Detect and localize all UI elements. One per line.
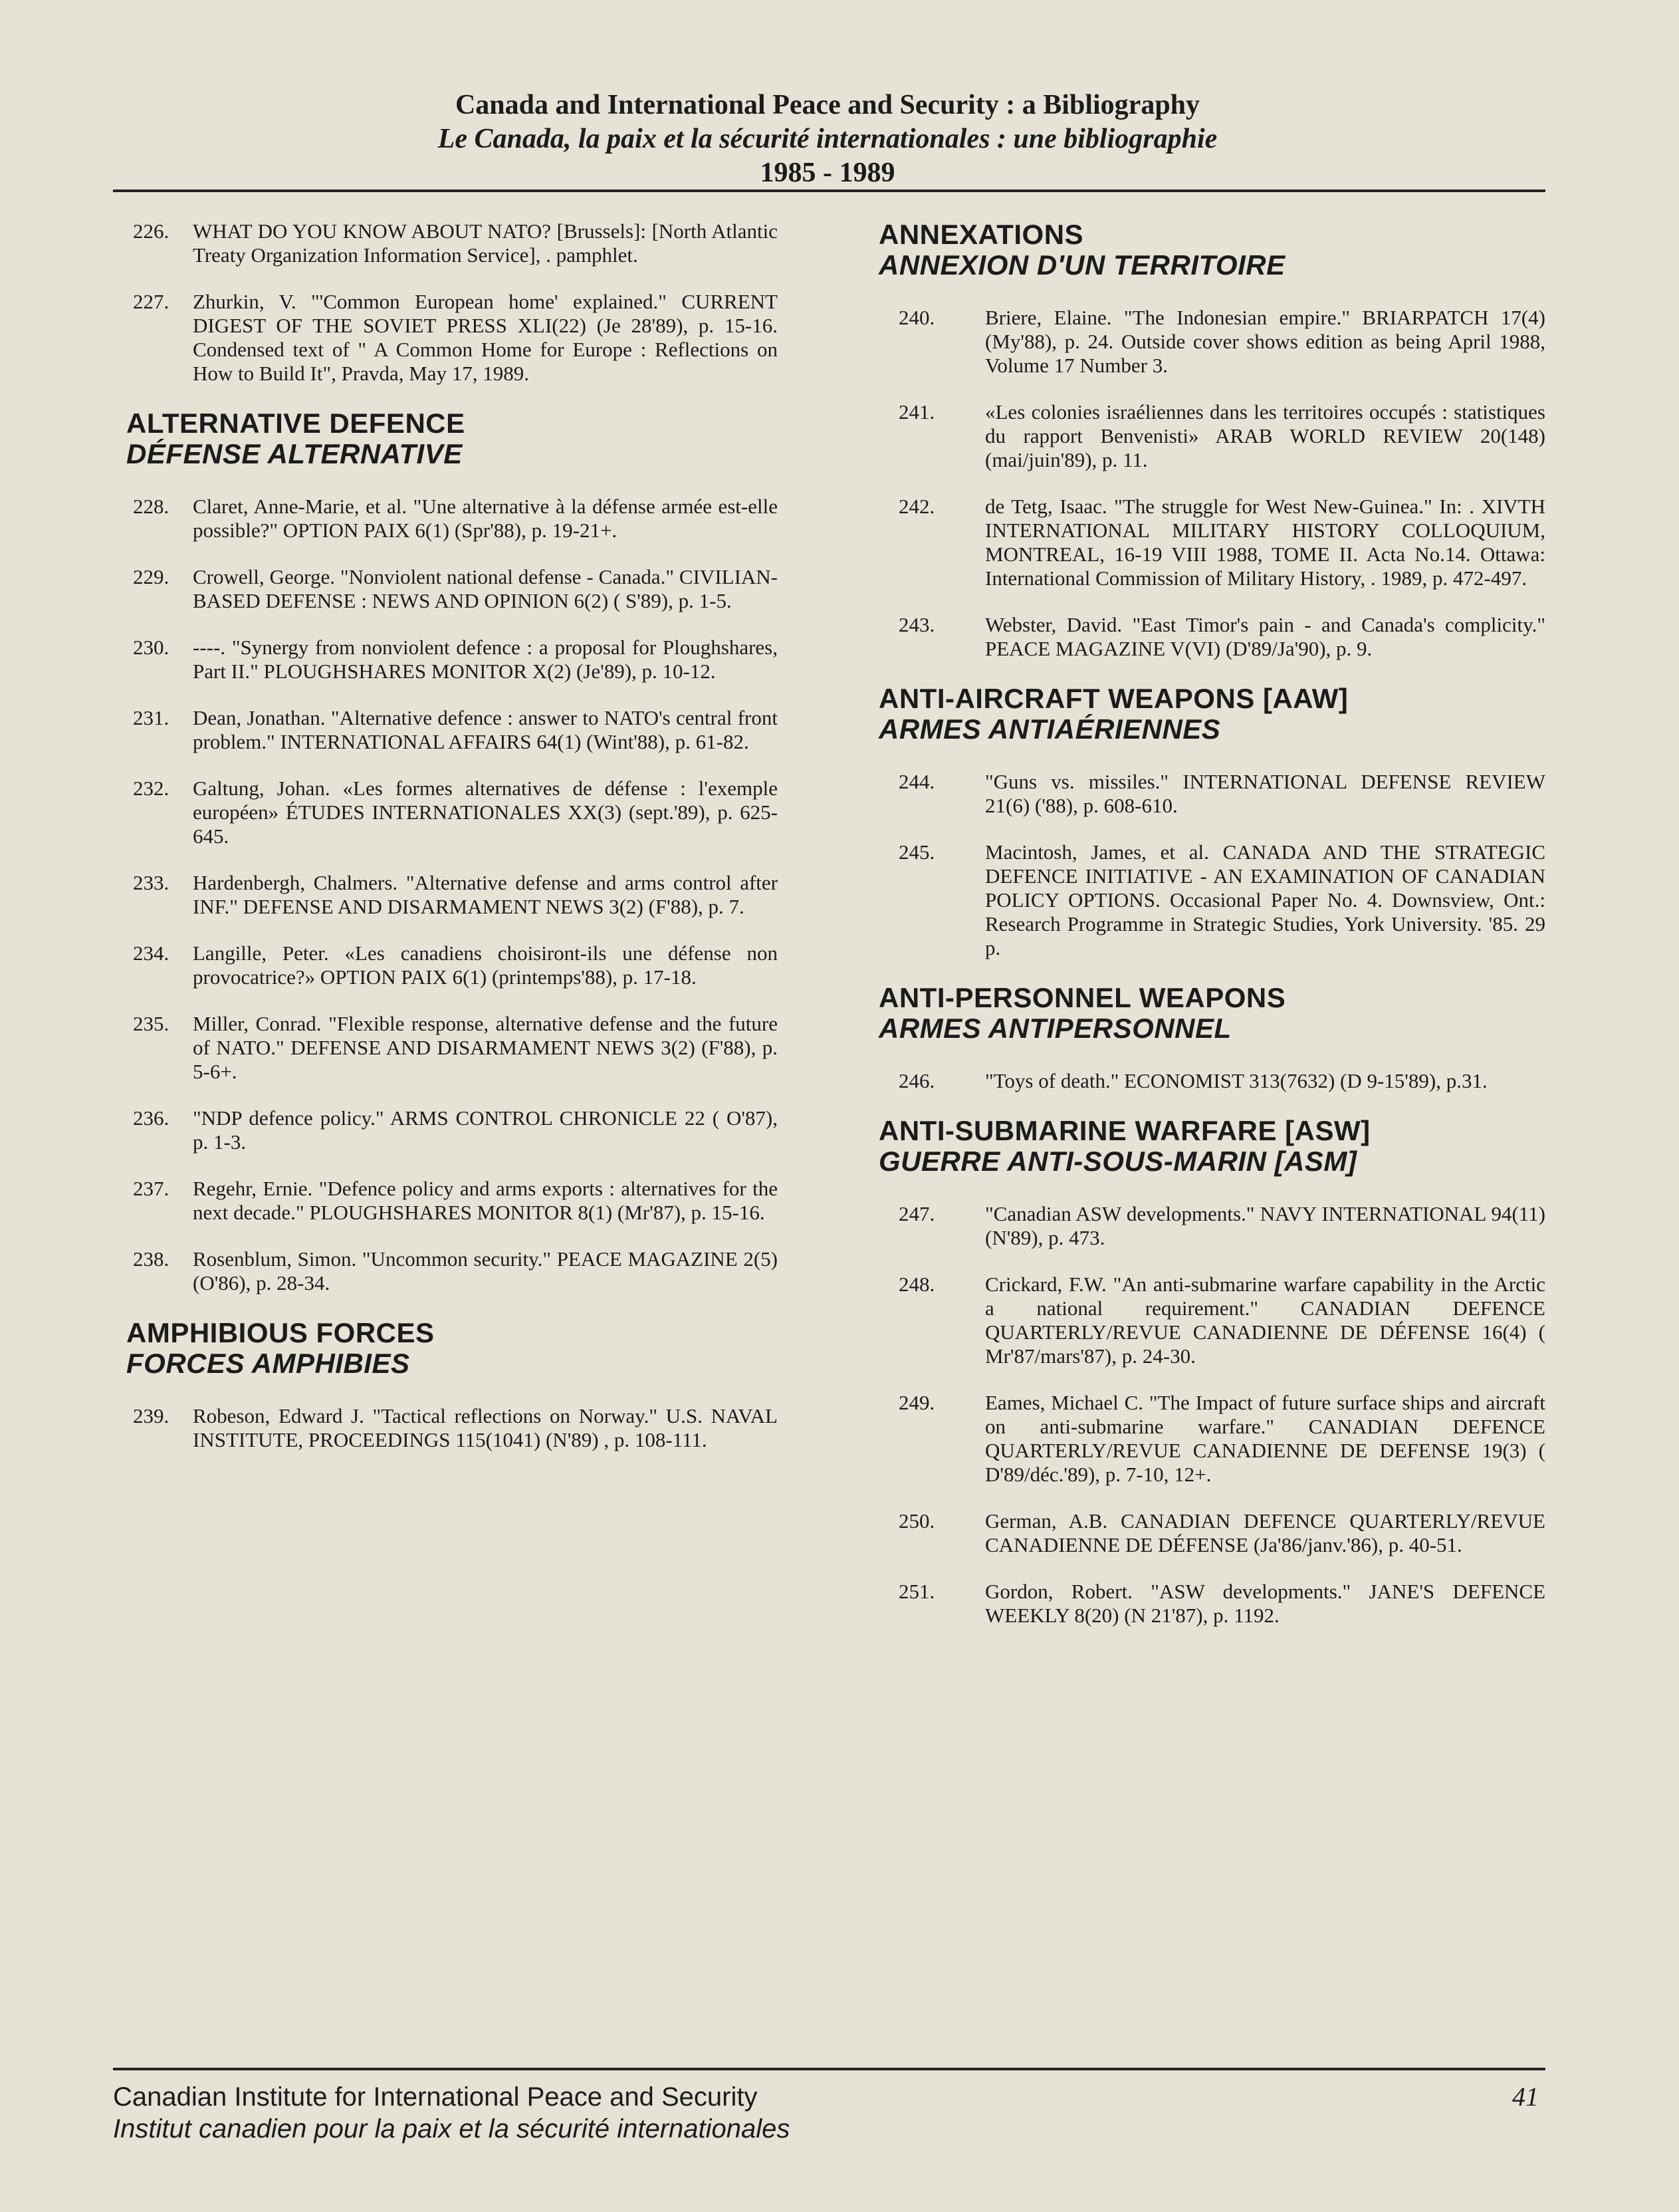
entry-citation: German, A.B. CANADIAN DEFENCE QUARTERLY/REVUE CANADIENNE DE DÉFENSE (Ja'86/janv.'86), p. 40-51. — [985, 1509, 1545, 1556]
entry-number: 239. — [133, 1404, 169, 1427]
bibliography-entry — [126, 871, 778, 919]
bibliography-entry — [879, 1273, 1545, 1368]
entry-citation: Crowell, George. "Nonviolent national defense - Canada." CIVILIAN-BASED DEFENSE : NEWS AND OPINION 6(2) ( S'89), p. 1-5. — [193, 565, 778, 612]
entry-number: 230. — [133, 636, 169, 659]
bibliography-entry — [126, 219, 778, 267]
section-heading-fr: ARMES ANTIPERSONNEL — [879, 1013, 1232, 1044]
entry-citation: Rosenblum, Simon. "Uncommon security." PEACE MAGAZINE 2(5) (O'86), p. 28-34. — [193, 1247, 778, 1294]
section-heading-en: ANTI-SUBMARINE WARFARE [ASW] — [879, 1115, 1371, 1146]
footer-institute-en: Canadian Institute for International Peace and Security — [113, 2082, 758, 2112]
bibliography-entry — [879, 770, 1545, 818]
section-heading-en: ANTI-AIRCRAFT WEAPONS [AAW] — [879, 683, 1349, 714]
footer-divider — [113, 2068, 1545, 2070]
entry-citation: Langille, Peter. «Les canadiens choisiront-ils une défense non provocatrice?» OPTION PAIX 6(1) (printemps'88), p. 17-18. — [193, 941, 778, 989]
section-heading-en: ALTERNATIVE DEFENCE — [126, 408, 465, 439]
bibliography-entry — [879, 400, 1545, 472]
bibliography-entry — [879, 495, 1545, 590]
bibliography-entry — [879, 613, 1545, 661]
bibliography-section — [879, 683, 1545, 960]
entry-citation: Gordon, Robert. "ASW developments." JANE'S DEFENCE WEEKLY 8(20) (N 21'87), p. 1192. — [985, 1580, 1545, 1627]
entry-number: 233. — [133, 871, 169, 894]
entry-citation: Zhurkin, V. "'Common European home' explained." CURRENT DIGEST OF THE SOVIET PRESS XLI(22) (Je 28'89), p. 15-16. Condensed text of " A Common Home for Europe : Reflections on How to Build It", Pravda, May 17, 1989. — [193, 290, 778, 385]
entry-number: 250. — [899, 1509, 935, 1533]
bibliography-entry — [126, 1247, 778, 1295]
entry-number: 246. — [899, 1069, 935, 1092]
entry-citation: Galtung, Johan. «Les formes alternatives de défense : l'exemple européen» ÉTUDES INTERNATIONALES XX(3) (sept.'89), p. 625-645. — [193, 777, 778, 848]
bibliography-entry — [879, 1509, 1545, 1557]
entry-number: 242. — [899, 495, 935, 518]
bibliography-entry — [126, 1012, 778, 1084]
entry-citation: de Tetg, Isaac. "The struggle for West New-Guinea." In: . XIVTH INTERNATIONAL MILITARY HISTORY COLLOQUIUM, MONTREAL, 16-19 VIII 1988, TOME II. Acta No.14. Ottawa: International Commission of Military History, . 1989, p. 472-497. — [985, 495, 1545, 590]
entry-number: 231. — [133, 706, 169, 729]
entry-number: 228. — [133, 495, 169, 518]
entry-citation: "Guns vs. missiles." INTERNATIONAL DEFENSE REVIEW 21(6) ('88), p. 608-610. — [985, 770, 1545, 817]
bibliography-entry — [126, 706, 778, 754]
entry-citation: Hardenbergh, Chalmers. "Alternative defense and arms control after INF." DEFENSE AND DISARMAMENT NEWS 3(2) (F'88), p. 7. — [193, 871, 778, 918]
bibliography-entry — [879, 306, 1545, 378]
bibliography-entry — [879, 840, 1545, 960]
bibliography-entry — [126, 1404, 778, 1452]
bibliography-section — [879, 983, 1545, 1093]
bibliography-section — [879, 1116, 1545, 1628]
entry-citation: Robeson, Edward J. "Tactical reflections on Norway." U.S. NAVAL INSTITUTE, PROCEEDINGS 115(1041) (N'89) , p. 108-111. — [193, 1404, 778, 1451]
entry-number: 238. — [133, 1247, 169, 1271]
bibliography-entry — [879, 1391, 1545, 1487]
section-heading-fr: ARMES ANTIAÉRIENNES — [879, 713, 1221, 745]
entry-number: 251. — [899, 1580, 935, 1603]
header-title-fr: Le Canada, la paix et la sécurité internationales : une bibliographie — [437, 124, 1218, 154]
entry-citation: Briere, Elaine. "The Indonesian empire." BRIARPATCH 17(4) (My'88), p. 24. Outside cover shows edition as being April 1988, Volume 17 Number 3. — [985, 306, 1545, 377]
header-years: 1985 - 1989 — [760, 158, 895, 188]
entry-citation: «Les colonies israéliennes dans les territoires occupés : statistiques du rapport Benvenisti» ARAB WORLD REVIEW 20(148) (mai/juin'89), p. 11. — [985, 400, 1545, 471]
section-heading-fr: ANNEXION D'UN TERRITOIRE — [879, 249, 1286, 281]
entry-citation: Webster, David. "East Timor's pain - and Canada's complicity." PEACE MAGAZINE V(VI) (D'89/Ja'90), p. 9. — [985, 613, 1545, 660]
header-title-en: Canada and International Peace and Security : a Bibliography — [455, 90, 1200, 120]
bibliography-entry — [879, 1202, 1545, 1250]
entry-citation: "Toys of death." ECONOMIST 313(7632) (D 9-15'89), p.31. — [985, 1069, 1488, 1092]
entry-number: 226. — [133, 219, 169, 243]
bibliography-entry — [879, 1580, 1545, 1628]
page-header — [113, 88, 1542, 190]
bibliography-entry — [126, 636, 778, 683]
bibliography-section — [126, 408, 778, 1295]
entry-citation: WHAT DO YOU KNOW ABOUT NATO? [Brussels]: [North Atlantic Treaty Organization Information Service], . pamphlet. — [193, 219, 778, 267]
page-footer — [113, 2081, 1545, 2145]
right-column — [879, 219, 1545, 1650]
entry-number: 227. — [133, 290, 169, 313]
entry-citation: Macintosh, James, et al. CANADA AND THE STRATEGIC DEFENCE INITIATIVE - AN EXAMINATION OF CANADIAN POLICY OPTIONS. Occasional Paper No. 4. Downsview, Ont.: Research Programme in Strategic Studies, York University. '85. 29 p. — [985, 840, 1545, 959]
entry-number: 241. — [899, 400, 935, 424]
entry-citation: Claret, Anne-Marie, et al. "Une alternative à la défense armée est-elle possible?" OPTION PAIX 6(1) (Spr'88), p. 19-21+. — [193, 495, 778, 542]
entry-number: 229. — [133, 565, 169, 588]
left-column — [126, 219, 778, 1475]
bibliography-section — [879, 219, 1545, 661]
entry-citation: Miller, Conrad. "Flexible response, alternative defense and the future of NATO." DEFENSE AND DISARMAMENT NEWS 3(2) (F'88), p. 5-6+. — [193, 1012, 778, 1083]
entry-number: 249. — [899, 1391, 935, 1414]
entry-number: 235. — [133, 1012, 169, 1035]
section-heading-fr: DÉFENSE ALTERNATIVE — [126, 438, 463, 469]
section-heading-en: ANTI-PERSONNEL WEAPONS — [879, 982, 1286, 1013]
header-divider — [113, 189, 1545, 192]
bibliography-section — [126, 219, 778, 386]
entry-number: 245. — [899, 840, 935, 864]
footer-institute-fr: Institut canadien pour la paix et la sécurité internationales — [113, 2114, 790, 2144]
entry-citation: "Canadian ASW developments." NAVY INTERNATIONAL 94(11) (N'89), p. 473. — [985, 1202, 1545, 1249]
entry-number: 243. — [899, 613, 935, 636]
entry-citation: Regehr, Ernie. "Defence policy and arms exports : alternatives for the next decade." PLOUGHSHARES MONITOR 8(1) (Mr'87), p. 15-16. — [193, 1177, 778, 1224]
entry-number: 244. — [899, 770, 935, 793]
bibliography-entry — [126, 1106, 778, 1154]
section-heading-fr: FORCES AMPHIBIES — [126, 1348, 410, 1379]
entry-number: 247. — [899, 1202, 935, 1225]
section-heading-fr: GUERRE ANTI-SOUS-MARIN [ASM] — [879, 1146, 1357, 1177]
bibliography-entry — [126, 777, 778, 848]
bibliography-entry — [126, 941, 778, 989]
entry-citation: "NDP defence policy." ARMS CONTROL CHRONICLE 22 ( O'87), p. 1-3. — [193, 1106, 778, 1154]
entry-citation: ----. "Synergy from nonviolent defence : a proposal for Ploughshares, Part II." PLOUGHSHARES MONITOR X(2) (Je'89), p. 10-12. — [193, 636, 778, 683]
entry-number: 237. — [133, 1177, 169, 1200]
entry-number: 234. — [133, 941, 169, 965]
bibliography-entry — [879, 1069, 1545, 1093]
section-heading-en: ANNEXATIONS — [879, 219, 1084, 250]
entry-citation: Eames, Michael C. "The Impact of future surface ships and aircraft on anti-submarine warfare." CANADIAN DEFENCE QUARTERLY/REVUE CANADIENNE DE DEFENSE 19(3) ( D'89/déc.'89), p. 7-10, 12+. — [985, 1391, 1545, 1486]
entry-number: 236. — [133, 1106, 169, 1130]
bibliography-entry — [126, 1177, 778, 1225]
entry-number: 232. — [133, 777, 169, 800]
entry-citation: Crickard, F.W. "An anti-submarine warfare capability in the Arctic a national requirement." CANADIAN DEFENCE QUARTERLY/REVUE CANADIENNE DE DÉFENSE 16(4) ( Mr'87/mars'87), p. 24-30. — [985, 1273, 1545, 1368]
page-number: 41 — [1512, 2082, 1539, 2112]
section-heading-en: AMPHIBIOUS FORCES — [126, 1317, 435, 1348]
bibliography-entry — [126, 290, 778, 386]
entry-number: 240. — [899, 306, 935, 329]
entry-citation: Dean, Jonathan. "Alternative defence : answer to NATO's central front problem." INTERNATIONAL AFFAIRS 64(1) (Wint'88), p. 61-82. — [193, 706, 778, 753]
bibliography-entry — [126, 565, 778, 613]
bibliography-section — [126, 1318, 778, 1452]
bibliography-entry — [126, 495, 778, 543]
entry-number: 248. — [899, 1273, 935, 1296]
